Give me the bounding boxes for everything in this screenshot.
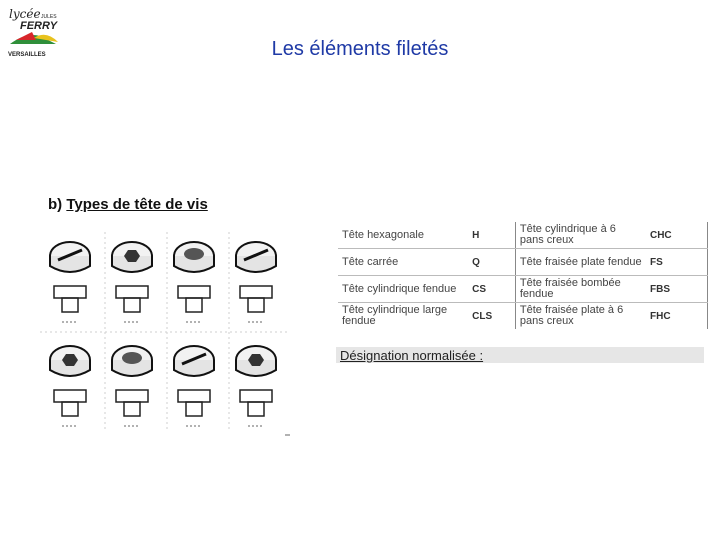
table-row <box>338 222 708 249</box>
screw-head-elevation <box>240 286 272 298</box>
logo-ferry-text: FERRY <box>20 20 58 32</box>
logo-script-text: lycée <box>9 7 41 21</box>
screw-head-side <box>236 256 276 272</box>
section-heading <box>48 196 208 213</box>
head-code-cell: Q <box>468 249 515 276</box>
head-name-cell: Tête cylindrique fendue <box>338 276 468 303</box>
head-name-cell: Tête carrée <box>338 249 468 276</box>
screw-recess <box>122 352 142 364</box>
head-code-cell: FBS <box>646 276 708 303</box>
head-code-cell: CHC <box>646 222 708 249</box>
screw-shank-elevation <box>62 298 78 312</box>
screw-head-elevation <box>178 390 210 402</box>
screw-head-side <box>174 360 214 376</box>
screw-head-elevation <box>54 390 86 402</box>
section-heading-text: Types de tête de vis <box>66 196 208 213</box>
logo-city-text: VERSAILLES <box>8 52 46 58</box>
section-letter: b) <box>48 196 63 213</box>
page-title: Les éléments filetés <box>271 38 449 60</box>
head-name-cell: Tête cylindrique à 6 pans creux <box>515 222 646 249</box>
screw-head-elevation <box>54 286 86 298</box>
head-code-cell: CS <box>468 276 515 303</box>
head-code-cell: H <box>468 222 515 249</box>
head-name-cell: Tête fraisée bombée fendue <box>515 276 646 303</box>
table-row <box>338 276 708 303</box>
screw-shank-elevation <box>124 402 140 416</box>
head-name-cell: Tête fraisée plate fendue <box>515 249 646 276</box>
designation-label: Désignation normalisée : <box>340 348 484 363</box>
screw-head-side <box>50 256 90 272</box>
head-name-cell: Tête cylindrique large fendue <box>342 304 448 327</box>
screw-heads-drawing <box>40 230 295 438</box>
screw-shank-elevation <box>248 298 264 312</box>
table-row <box>338 249 708 276</box>
screw-recess <box>184 248 204 260</box>
logo-jules-text: JULES <box>41 14 57 20</box>
screw-shank-elevation <box>62 402 78 416</box>
screw-shank-elevation <box>186 298 202 312</box>
screw-shank-elevation <box>248 402 264 416</box>
head-name-cell: Tête fraisée plate à 6 pans creux <box>515 303 646 330</box>
screw-head-elevation <box>240 390 272 402</box>
screw-heads-icon <box>40 230 295 438</box>
screw-head-elevation <box>178 286 210 298</box>
head-code-cell: FHC <box>646 303 708 330</box>
head-name-cell: Tête hexagonale <box>338 222 468 249</box>
designation-bar <box>336 347 704 363</box>
screw-head-elevation <box>116 390 148 402</box>
head-code-cell: FS <box>646 249 708 276</box>
head-code-cell: CLS <box>472 310 493 322</box>
screw-head-table <box>338 222 708 329</box>
screw-shank-elevation <box>186 402 202 416</box>
screw-shank-elevation <box>124 298 140 312</box>
table-row <box>338 303 708 330</box>
screw-head-elevation <box>116 286 148 298</box>
